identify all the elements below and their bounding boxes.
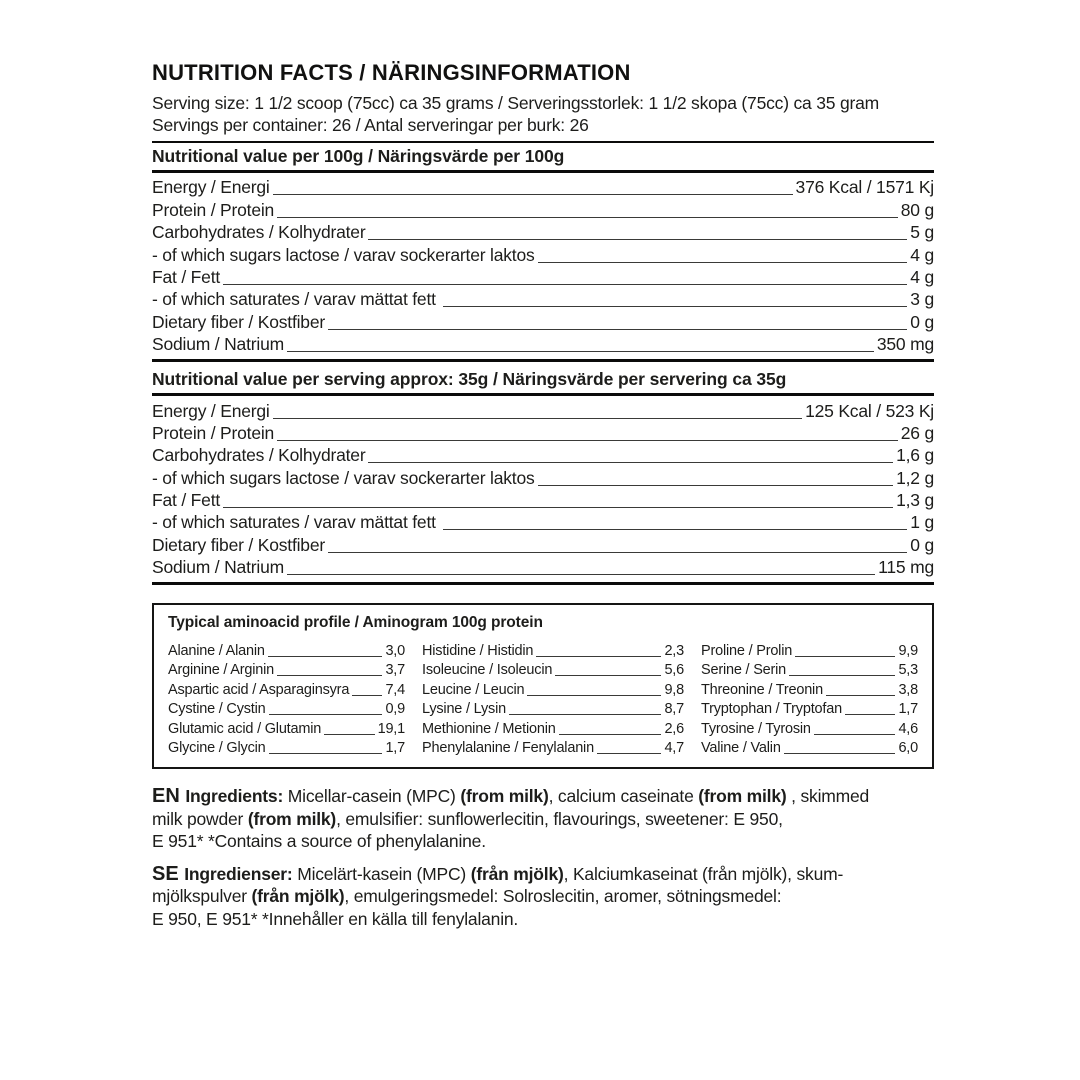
nutrition-table-per-100g <box>152 141 934 362</box>
leader-line <box>324 734 374 735</box>
row-value: 1,3 g <box>896 490 934 511</box>
table-row <box>152 310 934 332</box>
leader-line <box>845 714 895 715</box>
leader-line <box>538 485 894 486</box>
leader-line <box>277 440 898 441</box>
row-value: 8,7 <box>664 701 684 718</box>
text-segment: , emulgeringsmedel: Solroslecitin, aromer, sötningsmedel: <box>344 886 782 907</box>
table-row <box>701 698 918 718</box>
text-segment: milk powder <box>152 808 248 829</box>
row-value: 4,6 <box>898 720 918 737</box>
text-segment: (från mjölk) <box>470 863 564 884</box>
table-row <box>422 698 684 718</box>
leader-line <box>443 529 907 530</box>
leader-line <box>268 656 383 657</box>
row-value: 9,9 <box>898 642 918 659</box>
row-label: Isoleucine / Isoleucin <box>422 662 553 679</box>
text-line <box>152 830 952 853</box>
leader-line <box>273 194 793 195</box>
row-value: 0,9 <box>385 701 405 718</box>
text-segment: Ingredients: <box>185 786 288 807</box>
leader-line <box>509 714 661 715</box>
leader-line <box>527 695 661 696</box>
row-value: 1,7 <box>898 701 918 718</box>
row-value: 2,3 <box>664 642 684 659</box>
table-row <box>152 489 934 511</box>
leader-line <box>328 552 907 553</box>
row-value: 3,7 <box>385 662 405 679</box>
table-row <box>701 737 918 757</box>
table-row <box>152 243 934 265</box>
table-row <box>701 678 918 698</box>
row-label: Carbohydrates / Kolhydrater <box>152 222 366 243</box>
row-value: 6,0 <box>898 740 918 757</box>
leader-line <box>328 329 907 330</box>
text-segment: E 951* *Contains a source of phenylalanine. <box>152 831 486 852</box>
table-row <box>152 399 934 421</box>
table-row <box>168 639 405 659</box>
text-segment: , skimmed <box>786 786 870 807</box>
row-label: Leucine / Leucin <box>422 681 525 698</box>
leader-line <box>368 462 893 463</box>
row-label: Energy / Energi <box>152 177 270 198</box>
row-label: Arginine / Arginin <box>168 662 275 679</box>
ingredients-en <box>152 785 952 853</box>
leader-line <box>538 262 908 263</box>
table-row <box>701 639 918 659</box>
language-prefix: SE <box>152 862 185 885</box>
row-label: Sodium / Natrium <box>152 334 284 355</box>
table-row <box>168 678 405 698</box>
row-label: Fat / Fett <box>152 490 221 511</box>
table-row <box>152 288 934 310</box>
row-value: 350 mg <box>876 334 934 355</box>
table-row <box>152 533 934 555</box>
table-row <box>168 698 405 718</box>
row-value: 1 g <box>910 512 934 533</box>
table-row <box>152 466 934 488</box>
row-label: Energy / Energi <box>152 400 270 421</box>
leader-line <box>536 656 661 657</box>
table-row <box>152 176 934 198</box>
row-value: 26 g <box>900 422 934 443</box>
table-row <box>422 639 684 659</box>
table-row <box>152 221 934 243</box>
leader-line <box>273 418 802 419</box>
row-label: Glycine / Glycin <box>168 740 266 757</box>
leader-line <box>826 695 895 696</box>
row-value: 3 g <box>910 289 934 310</box>
row-value: 4 g <box>910 244 934 265</box>
table-row <box>422 717 684 737</box>
text-segment: , Kalciumkaseinat (från mjölk), skum- <box>563 863 844 884</box>
row-label: Carbohydrates / Kolhydrater <box>152 445 366 466</box>
row-value: 5,6 <box>664 662 684 679</box>
table-row <box>152 556 934 578</box>
leader-line <box>269 714 383 715</box>
row-label: Histidine / Histidin <box>422 642 534 659</box>
ingredients-se <box>152 863 952 931</box>
row-label: Dietary fiber / Kostfiber <box>152 311 325 332</box>
text-line <box>152 808 952 831</box>
table-row <box>168 659 405 679</box>
row-value: 4,7 <box>664 740 684 757</box>
text-segment: (from milk) <box>698 786 787 807</box>
table-row <box>422 678 684 698</box>
row-value: 5,3 <box>898 662 918 679</box>
text-line <box>152 863 952 886</box>
text-line <box>152 885 952 908</box>
row-label: - of which saturates / varav mättat fett <box>152 289 441 310</box>
row-value: 9,8 <box>664 681 684 698</box>
nutrition-table-per-serving <box>152 362 934 585</box>
leader-line <box>352 695 382 696</box>
table-header: Nutritional value per 100g / Näringsvärde per 100g <box>152 141 934 173</box>
text-line <box>152 785 952 808</box>
row-label: Tyrosine / Tyrosin <box>701 720 811 737</box>
page-title: NUTRITION FACTS / NÄRINGSINFORMATION <box>152 60 631 85</box>
row-label: Lysine / Lysin <box>422 701 506 718</box>
row-value: 19,1 <box>377 720 405 737</box>
leader-line <box>555 675 661 676</box>
row-value: 5 g <box>910 222 934 243</box>
row-value: 80 g <box>900 199 934 220</box>
amino-column-1 <box>168 639 405 756</box>
row-value: 1,6 g <box>896 445 934 466</box>
row-value: 2,6 <box>664 720 684 737</box>
table-row <box>422 737 684 757</box>
table-row <box>152 333 934 355</box>
row-label: Dietary fiber / Kostfiber <box>152 534 325 555</box>
table-row <box>701 717 918 737</box>
table-row <box>152 422 934 444</box>
row-label: Proline / Prolin <box>701 642 793 659</box>
table-row <box>422 659 684 679</box>
row-label: Cystine / Cystin <box>168 701 266 718</box>
leader-line <box>789 675 895 676</box>
row-label: Threonine / Treonin <box>701 681 823 698</box>
leader-line <box>223 507 893 508</box>
serving-size-line: Serving size: 1 1/2 scoop (75cc) ca 35 grams / Serveringsstorlek: 1 1/2 skopa (75cc) ca 35 gram <box>152 93 880 113</box>
text-segment: Micellar-casein (MPC) <box>287 786 461 807</box>
row-value: 4 g <box>910 266 934 287</box>
nutrition-label <box>152 60 934 930</box>
row-value: 125 Kcal / 523 Kj <box>805 400 934 421</box>
leader-line <box>277 217 898 218</box>
row-value: 3,8 <box>898 681 918 698</box>
serving-info <box>152 92 934 136</box>
row-label: - of which saturates / varav mättat fett <box>152 512 441 533</box>
row-label: Methionine / Metionin <box>422 720 556 737</box>
text-segment: , calcium caseinate <box>548 786 699 807</box>
leader-line <box>287 574 875 575</box>
text-segment: mjölkspulver <box>152 886 252 907</box>
row-value: 1,7 <box>385 740 405 757</box>
leader-line <box>277 675 382 676</box>
leader-line <box>368 239 907 240</box>
table-rows <box>152 396 934 582</box>
table-row <box>152 511 934 533</box>
row-label: Glutamic acid / Glutamin <box>168 720 322 737</box>
row-label: Valine / Valin <box>701 740 781 757</box>
servings-per-container-line: Servings per container: 26 / Antal serveringar per burk: 26 <box>152 115 589 135</box>
table-row <box>152 444 934 466</box>
leader-line <box>287 351 874 352</box>
text-segment: Ingredienser: <box>184 863 298 884</box>
row-label: Fat / Fett <box>152 266 221 287</box>
row-label: Serine / Serin <box>701 662 787 679</box>
row-value: 7,4 <box>385 681 405 698</box>
leader-line <box>597 753 661 754</box>
leader-line <box>784 753 896 754</box>
leader-line <box>269 753 383 754</box>
row-label: Tryptophan / Tryptofan <box>701 701 842 718</box>
table-rows <box>152 173 934 359</box>
text-line <box>152 908 952 931</box>
row-value: 115 mg <box>878 557 934 578</box>
row-label: Sodium / Natrium <box>152 557 284 578</box>
text-segment: , emulsifier: sunflowerlecitin, flavourings, sweetener: E 950, <box>336 808 783 829</box>
leader-line <box>443 306 907 307</box>
row-label: Alanine / Alanin <box>168 642 265 659</box>
text-segment: Micelärt-kasein (MPC) <box>297 863 471 884</box>
row-label: - of which sugars lactose / varav sockerarter laktos <box>152 467 535 488</box>
amino-column-2 <box>422 639 684 756</box>
text-segment: (från mjölk) <box>251 886 345 907</box>
leader-line <box>814 734 896 735</box>
text-segment: (from milk) <box>460 786 549 807</box>
amino-columns <box>168 639 918 756</box>
table-row <box>168 717 405 737</box>
row-label: Phenylalanine / Fenylalanin <box>422 740 594 757</box>
row-label: - of which sugars lactose / varav sockerarter laktos <box>152 244 535 265</box>
text-segment: (from milk) <box>247 808 337 829</box>
text-segment: E 950, E 951* *Innehåller en källa till fenylalanin. <box>152 908 519 929</box>
table-row <box>152 198 934 220</box>
table-row <box>152 266 934 288</box>
row-label: Protein / Protein <box>152 422 275 443</box>
amino-acid-profile-box <box>152 603 934 769</box>
table-row <box>701 659 918 679</box>
row-label: Protein / Protein <box>152 199 275 220</box>
row-value: 1,2 g <box>896 467 934 488</box>
leader-line <box>223 284 907 285</box>
row-value: 0 g <box>910 311 934 332</box>
row-value: 3,0 <box>385 642 405 659</box>
leader-line <box>559 734 662 735</box>
amino-box-header: Typical aminoacid profile / Aminogram 100g protein <box>168 614 543 632</box>
table-header: Nutritional value per serving approx: 35g / Näringsvärde per servering ca 35g <box>152 362 934 396</box>
table-row <box>168 737 405 757</box>
row-label: Aspartic acid / Asparaginsyra <box>168 681 350 698</box>
leader-line <box>795 656 895 657</box>
language-prefix: EN <box>152 785 186 808</box>
row-value: 0 g <box>910 534 934 555</box>
row-value: 376 Kcal / 1571 Kj <box>795 177 934 198</box>
amino-column-3 <box>701 639 918 756</box>
